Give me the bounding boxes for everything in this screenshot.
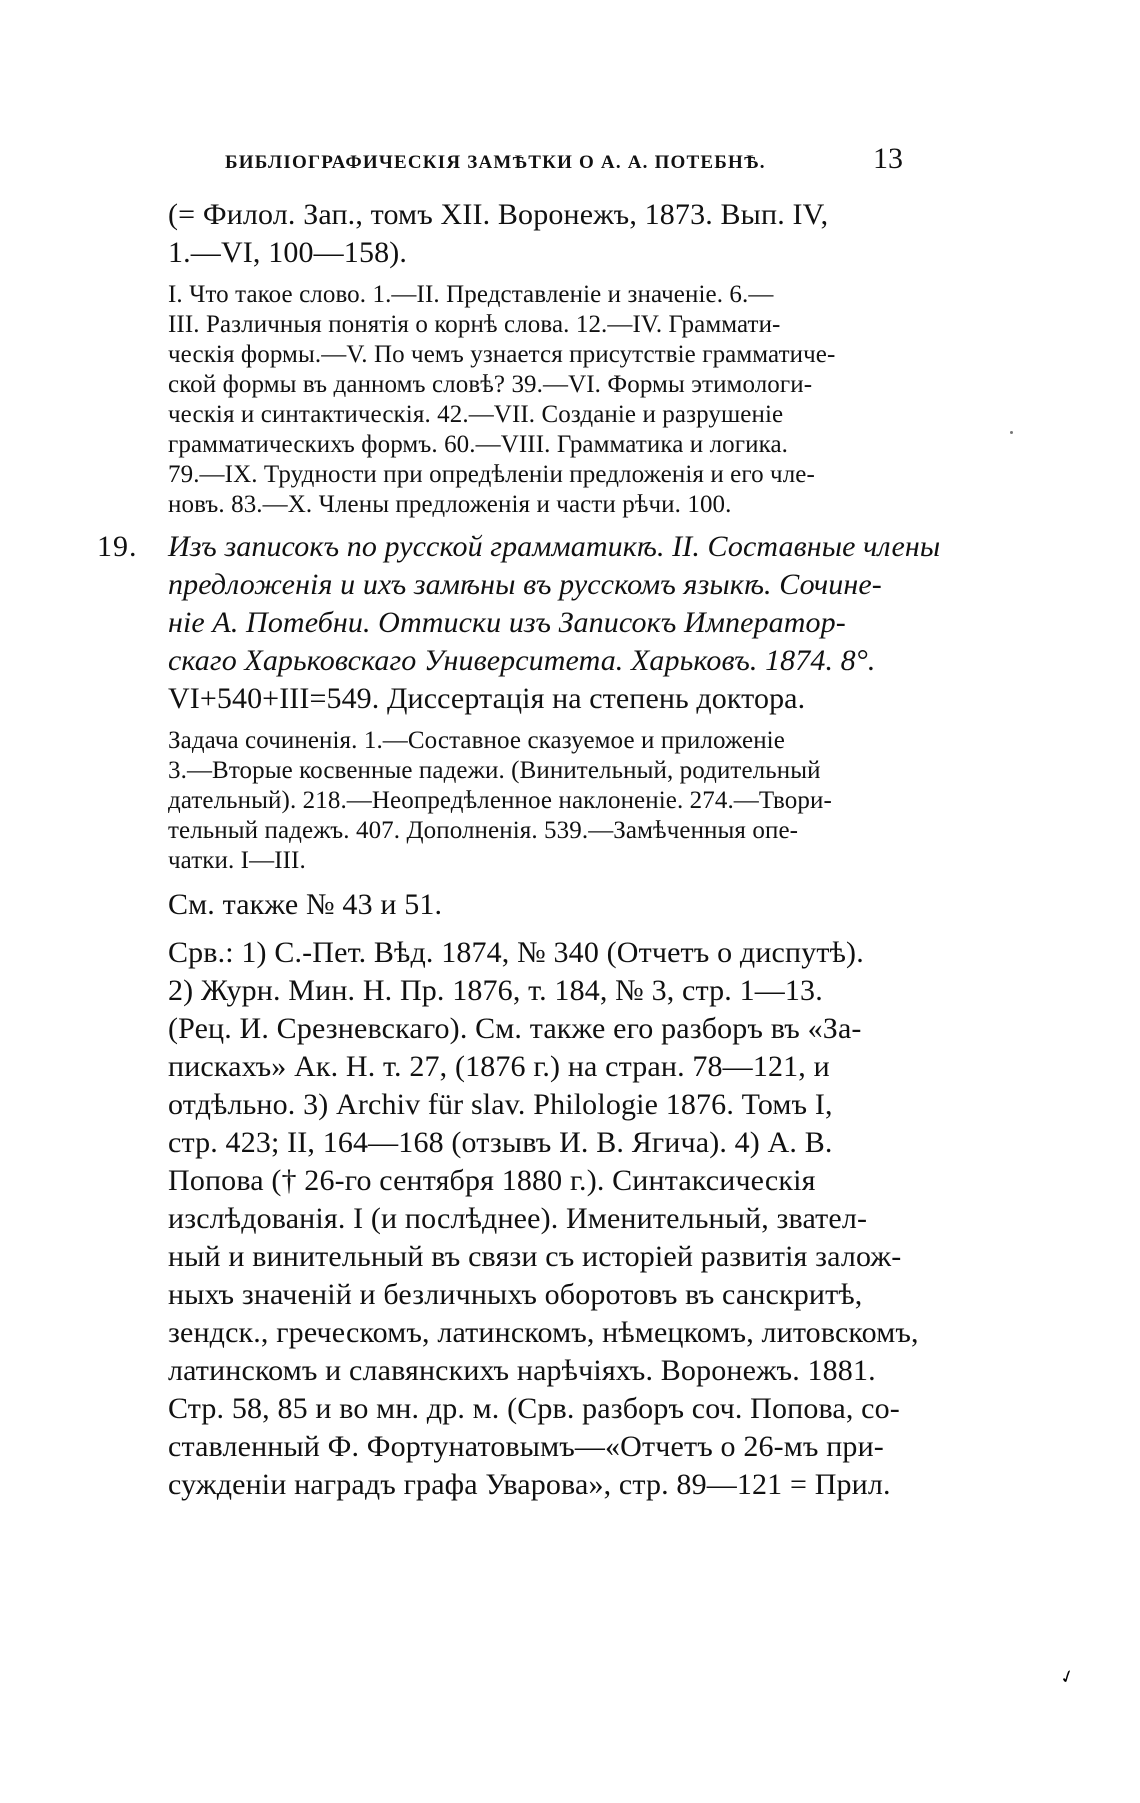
reference-line: Стр. 58, 85 и во мн. др. м. (Срв. разборъ соч. Попова, со- — [168, 1392, 900, 1425]
page-number: 13 — [873, 142, 903, 175]
reference-line: стр. 423; II, 164—168 (отзывъ И. В. Ягича). 4) А. В. — [168, 1126, 833, 1159]
reference-line: Срв.: 1) С.-Пет. Вѣд. 1874, № 340 (Отчетъ о диспутѣ). — [168, 936, 864, 969]
reference-line: латинскомъ и славянскихъ нарѣчіяхъ. Воронежъ. 1881. — [168, 1354, 876, 1387]
reference-line: (Рец. И. Срезневскаго). См. также его разборъ въ «За- — [168, 1012, 862, 1045]
description-line: Задача сочиненія. 1.—Составное сказуемое и приложеніе — [168, 727, 785, 754]
spacer — [168, 718, 910, 726]
contents-line: новъ. 83.—X. Члены предложенія и части рѣчи. 100. — [168, 491, 732, 518]
reference-line: сужденіи наградъ графа Уварова», стр. 89—121 = Прил. — [168, 1468, 891, 1501]
reference-line: отдѣльно. 3) Archiv für slav. Philologie 1876. Томъ I, — [168, 1088, 833, 1121]
running-head — [225, 142, 925, 182]
contents-line: грамматическихъ формъ. 60.—VIII. Грамматика и логика. — [168, 431, 789, 458]
entry-title-line: предложенія и ихъ замѣны въ русскомъ языкѣ. Сочине- — [168, 568, 882, 601]
entry-title-line: скаго Харьковскаго Университета. Харьковъ. 1874. 8°. — [168, 644, 876, 677]
text-line: 1.—VI, 100—158). — [168, 236, 408, 269]
reference-line: зендск., греческомъ, латинскомъ, нѣмецкомъ, литовскомъ, — [168, 1316, 919, 1349]
spacer — [168, 876, 910, 886]
reference-line: пискахъ» Ак. Н. т. 27, (1876 г.) на стран. 78—121, и — [168, 1050, 830, 1083]
description-line: чатки. I—III. — [168, 847, 306, 874]
description-line: тельный падежъ. 407. Дополненія. 539.—Замѣченныя опе- — [168, 817, 799, 844]
spacer — [168, 272, 910, 280]
contents-line: ческія формы.—V. По чемъ узнается присутствіе грамматиче- — [168, 341, 836, 368]
description-line: 3.—Вторые косвенные падежи. (Винительный, родительный — [168, 757, 821, 784]
entry-title-line: ніе А. Потебни. Оттиски изъ Записокъ Император- — [168, 606, 846, 639]
contents-line: ческія и синтактическія. 42.—VII. Созданіе и разрушеніе — [168, 401, 784, 428]
contents-line: 79.—IX. Трудности при опредѣленіи предложенія и его чле- — [168, 461, 815, 488]
reference-line: Попова († 26-го сентября 1880 г.). Синтаксическія — [168, 1164, 816, 1197]
contents-line: ской формы въ данномъ словѣ? 39.—VI. Формы этимологи- — [168, 371, 813, 398]
running-title: БИБЛІОГРАФИЧЕСКІЯ ЗАМѢТКИ О А. А. ПОТЕБНѢ. — [225, 152, 766, 173]
reference-line: ный и винительный въ связи съ исторіей развитія залож- — [168, 1240, 902, 1273]
page-speck — [1010, 431, 1013, 434]
entry-line: VI+540+III=549. Диссертація на степень доктора. — [168, 682, 806, 715]
entry-title-text: Изъ записокъ по русской грамматикѣ. II. Составные члены — [168, 530, 941, 563]
text-line: (= Филол. Зап., томъ XII. Воронежъ, 1873. Вып. IV, — [168, 198, 829, 231]
reference-line: ныхъ значеній и безличныхъ оборотовъ въ санскритѣ, — [168, 1278, 863, 1311]
contents-line: III. Различныя понятія о корнѣ слова. 12.—IV. Граммати- — [168, 311, 781, 338]
ink-mark: ✓ — [1057, 1664, 1078, 1690]
entry-number: 19. — [97, 530, 138, 563]
spacer — [168, 924, 910, 934]
reference-line: 2) Журн. Мин. Н. Пр. 1876, т. 184, № 3, стр. 1—13. — [168, 974, 823, 1007]
main-text — [97, 196, 941, 1504]
description-line: дательный). 218.—Неопредѣленное наклоненіе. 274.—Твори- — [168, 787, 832, 814]
see-also-line: См. также № 43 и 51. — [168, 888, 443, 921]
reference-line: изслѣдованія. I (и послѣднее). Именительный, звател- — [168, 1202, 868, 1235]
contents-line: I. Что такое слово. 1.—II. Представленіе и значеніе. 6.— — [168, 281, 774, 308]
entry-title-line — [97, 528, 941, 566]
spacer — [168, 520, 910, 528]
reference-line: ставленный Ф. Фортунатовымъ—«Отчетъ о 26-мъ при- — [168, 1430, 884, 1463]
